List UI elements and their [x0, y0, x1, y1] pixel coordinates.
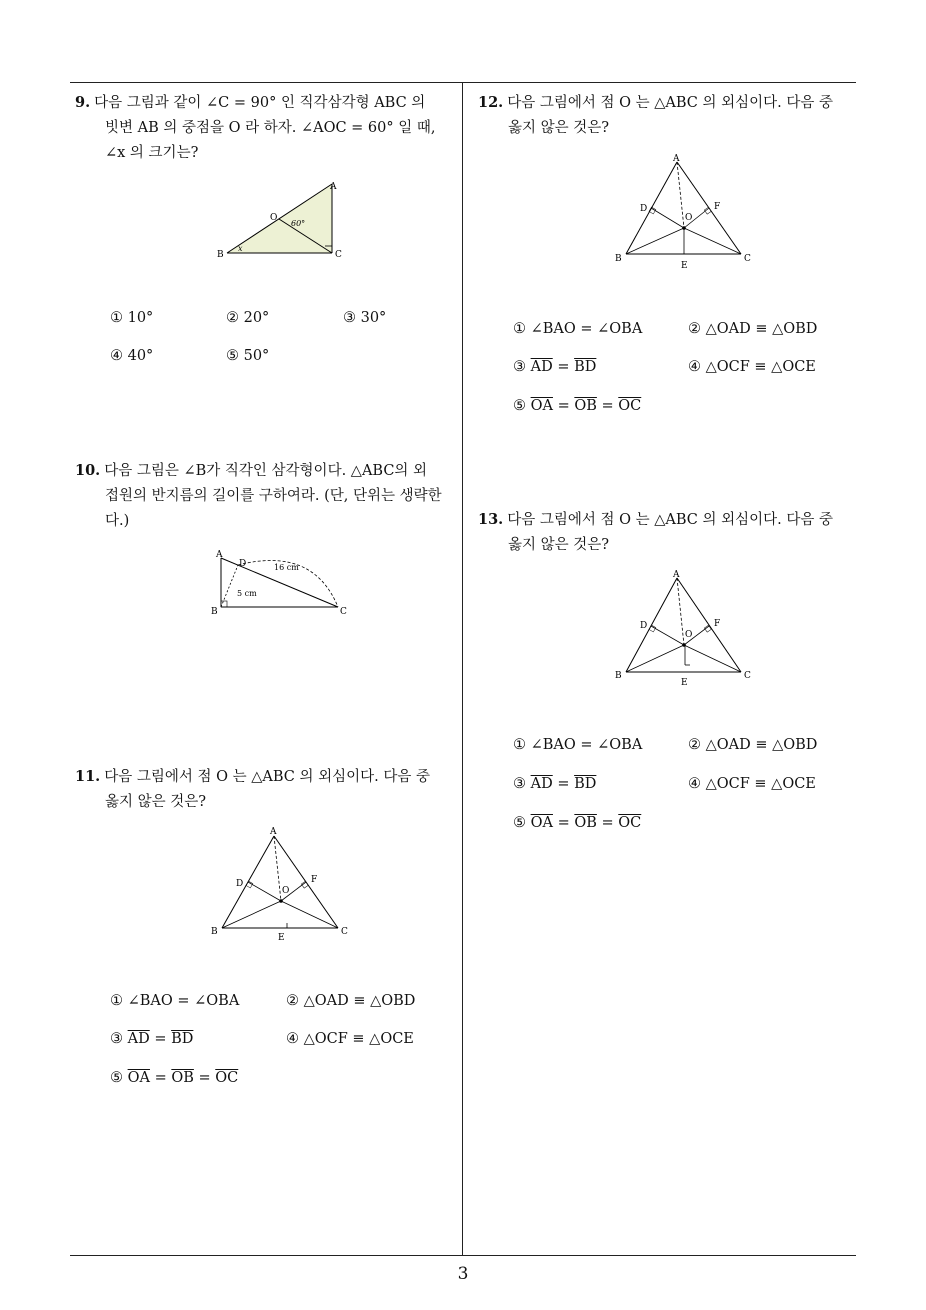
q13-label-E: E: [681, 678, 688, 688]
q9-choice-4[interactable]: ④ 40°: [110, 348, 154, 364]
q12-line2: 옳지 않은 것은?: [508, 120, 610, 136]
q11-label-F: F: [311, 875, 318, 885]
q11-label-B: B: [211, 927, 218, 937]
bottom-rule: [70, 1255, 856, 1256]
q10-label-B: B: [211, 607, 218, 617]
q13-label-O: O: [685, 630, 693, 640]
q11-figure: [208, 822, 353, 944]
q9-label-C: C: [335, 250, 342, 260]
q12-label-B: B: [615, 254, 622, 264]
q9-choice-2[interactable]: ② 20°: [226, 310, 270, 326]
question-12: [478, 90, 863, 141]
q12-choice-4[interactable]: ④ △OCF ≡ △OCE: [688, 359, 816, 375]
top-rule: [70, 82, 856, 83]
q12-number: 12.: [478, 94, 504, 111]
q9-label-B: B: [217, 250, 224, 260]
q9-choice-5[interactable]: ⑤ 50°: [226, 348, 270, 364]
q9-line1: 9. 다음 그림과 같이 ∠C = 90° 인 직각삼각형 ABC 의: [75, 94, 426, 111]
q11-choice-4[interactable]: ④ △OCF ≡ △OCE: [286, 1031, 414, 1047]
q10-figure: [208, 546, 353, 618]
q12-line1: 12. 다음 그림에서 점 O 는 △ABC 의 외심이다. 다음 중: [478, 94, 833, 111]
q11-choice-2[interactable]: ② △OAD ≡ △OBD: [286, 993, 416, 1009]
q9-figure: [212, 176, 347, 261]
q13-label-A: A: [673, 570, 680, 580]
q13-line1: 13. 다음 그림에서 점 O 는 △ABC 의 외심이다. 다음 중: [478, 511, 833, 528]
q13-number: 13.: [478, 511, 504, 528]
q9-choice-1[interactable]: ① 10°: [110, 310, 154, 326]
q10-label-A: A: [216, 550, 223, 560]
q13-choice-1[interactable]: ① ∠BAO = ∠OBA: [513, 737, 643, 753]
q12-label-F: F: [714, 202, 721, 212]
q9-label-x: x: [238, 244, 243, 253]
q13-choice-4[interactable]: ④ △OCF ≡ △OCE: [688, 776, 816, 792]
column-divider: [462, 82, 463, 1256]
q11-number: 11.: [75, 768, 101, 785]
question-10: [75, 458, 460, 534]
q12-label-E: E: [681, 261, 688, 271]
q11-label-A: A: [270, 827, 277, 837]
q12-choice-1[interactable]: ① ∠BAO = ∠OBA: [513, 321, 643, 337]
q12-choice-3[interactable]: ③ $\overline{AD} = \overline{BD}$: [513, 359, 597, 375]
page-number: 3: [457, 1264, 469, 1284]
q12-figure: [610, 150, 755, 272]
q10-label-C: C: [340, 607, 347, 617]
q13-choice-5[interactable]: ⑤ $\overline{OA} = \overline{OB} = \overline{OC}$: [513, 815, 642, 831]
q13-choice-3[interactable]: ③ $\overline{AD} = \overline{BD}$: [513, 776, 597, 792]
q9-label-60: 60°: [291, 219, 306, 228]
q9-number: 9.: [75, 94, 91, 111]
q13-label-B: B: [615, 671, 622, 681]
q12-label-A: A: [673, 154, 680, 164]
q11-label-C: C: [341, 927, 348, 937]
question-11: [75, 764, 460, 815]
q12-choice-5[interactable]: ⑤ $\overline{OA} = \overline{OB} = \overline{OC}$: [513, 398, 642, 414]
q9-line3: ∠x 의 크기는?: [105, 145, 199, 161]
q10-line3: 다.): [105, 513, 130, 529]
q11-label-D: D: [236, 879, 244, 889]
q11-label-E: E: [278, 933, 285, 943]
q9-label-A: A: [330, 182, 337, 192]
q9-line2: 빗변 AB 의 중점을 O 라 하자. ∠AOC = 60° 일 때,: [105, 120, 436, 136]
q12-label-D: D: [640, 204, 648, 214]
q12-choice-2[interactable]: ② △OAD ≡ △OBD: [688, 321, 818, 337]
question-13: [478, 507, 863, 558]
q11-label-O: O: [282, 886, 290, 896]
q12-label-C: C: [744, 254, 751, 264]
q9-choice-3[interactable]: ③ 30°: [343, 310, 387, 326]
q9-label-O: O: [270, 213, 278, 223]
q11-line2: 옳지 않은 것은?: [105, 794, 207, 810]
q11-line1: 11. 다음 그림에서 점 O 는 △ABC 의 외심이다. 다음 중: [75, 768, 430, 785]
q10-label-D: D: [239, 559, 247, 569]
question-9: [75, 90, 460, 166]
q13-label-D: D: [640, 621, 648, 631]
q13-line2: 옳지 않은 것은?: [508, 537, 610, 553]
q10-label-5cm: 5 cm: [237, 589, 257, 598]
q10-label-16cm: 16 cm: [274, 563, 299, 572]
q10-line1: 10. 다음 그림은 ∠B가 직각인 삼각형이다. △ABC의 외: [75, 462, 428, 479]
q13-figure: [610, 566, 755, 688]
q11-choice-3[interactable]: ③ $\overline{AD} = \overline{BD}$: [110, 1031, 194, 1047]
q10-line2: 접원의 반지름의 길이를 구하여라. (단, 단위는 생략한: [105, 488, 442, 504]
q10-number: 10.: [75, 462, 101, 479]
q13-choice-2[interactable]: ② △OAD ≡ △OBD: [688, 737, 818, 753]
q13-label-F: F: [714, 619, 721, 629]
q13-label-C: C: [744, 671, 751, 681]
q11-choice-5[interactable]: ⑤ $\overline{OA} = \overline{OB} = \overline{OC}$: [110, 1070, 239, 1086]
q12-label-O: O: [685, 213, 693, 223]
q11-choice-1[interactable]: ① ∠BAO = ∠OBA: [110, 993, 240, 1009]
